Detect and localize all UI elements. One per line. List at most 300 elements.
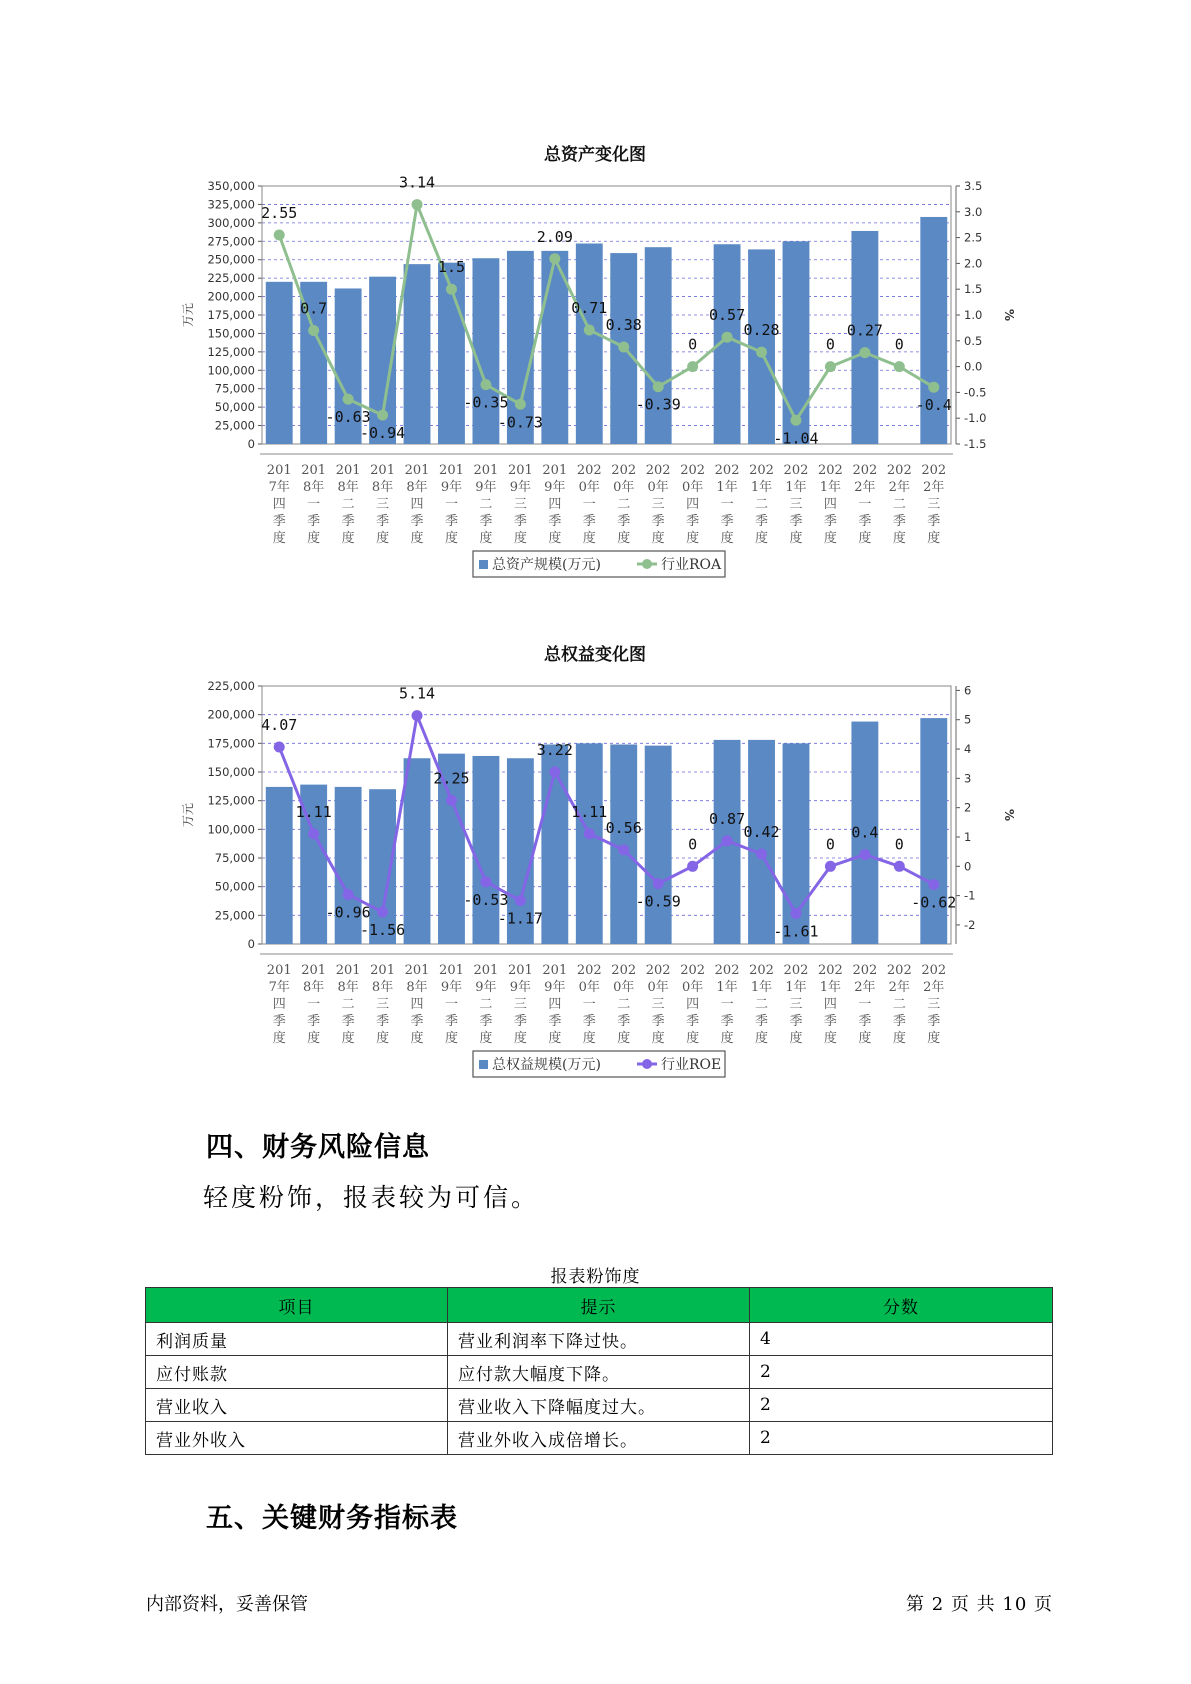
x-tick-label: 季 [892,1014,906,1029]
data-point [584,324,595,335]
footer-confidential-note: 内部资料，妥善保管 [146,1594,308,1615]
x-tick-label: 度 [823,531,837,546]
x-tick-label: 2年 [923,480,945,495]
data-label: 0 [688,835,698,854]
section-heading-key-indicators: 五、关键财务指标表 [206,1503,458,1534]
x-tick-label: 一 [307,497,321,512]
data-point [928,382,939,393]
x-tick-label: 202 [852,463,878,478]
x-tick-label: 季 [582,1014,596,1029]
data-point [446,795,457,806]
data-point [618,844,629,855]
y-tick-label: 225,000 [207,679,255,693]
total-equity-chart [0,630,1191,1100]
x-tick-label: 三 [651,997,665,1012]
table-cell: 4 [750,1323,1053,1356]
x-tick-label: 三 [513,997,527,1012]
data-point [343,394,354,405]
data-label: -0.35 [463,393,509,412]
data-point [308,828,319,839]
x-tick-label: 季 [479,514,493,529]
data-label: 2.25 [433,769,470,788]
x-tick-label: 9年 [440,980,463,995]
x-tick-label: 一 [582,997,596,1012]
data-label: -0.4 [915,396,952,415]
x-tick-label: 202 [886,463,912,478]
data-point [549,766,560,777]
x-tick-label: 二 [617,997,631,1012]
data-label: 0.28 [743,321,780,340]
x-tick-label: 季 [272,1014,286,1029]
y2-axis-label: % [1002,308,1016,322]
data-label: -0.62 [911,893,957,912]
data-label: 0.42 [743,822,780,841]
table-cell: 2 [750,1389,1053,1422]
x-tick-label: 四 [823,497,837,512]
x-tick-label: 8年 [337,980,359,995]
x-tick-label: 三 [927,997,941,1012]
data-label: -1.17 [497,909,543,928]
x-tick-label: 三 [789,497,803,512]
x-tick-label: 季 [686,514,700,529]
x-tick-label: 度 [513,531,527,546]
data-label: 5.14 [398,684,436,703]
x-tick-label: 三 [927,497,941,512]
data-label: 2.09 [536,227,573,246]
data-label: -0.53 [463,890,509,909]
x-tick-label: 一 [307,997,321,1012]
x-tick-label: 202 [852,963,878,978]
x-tick-label: 202 [749,963,774,978]
y-tick-label: 125,000 [207,793,255,808]
x-tick-label: 201 [335,963,361,978]
table-cell: 利润质量 [146,1323,448,1356]
x-tick-label: 201 [473,463,499,478]
x-tick-label: 度 [376,1031,390,1046]
y-tick-label: 225,000 [207,271,255,286]
x-tick-label: 9年 [509,480,532,495]
x-tick-label: 一 [582,497,596,512]
x-tick-label: 季 [548,1014,562,1029]
data-point [377,907,388,918]
data-point [722,332,733,343]
legend-swatch-marker [642,1059,652,1069]
x-tick-label: 度 [686,1031,700,1046]
x-tick-label: 度 [341,531,355,546]
x-tick-label: 2年 [854,980,876,995]
x-tick-label: 季 [376,1014,390,1029]
x-tick-label: 度 [651,531,665,546]
x-tick-label: 度 [548,531,562,546]
y2-tick-label: 6 [964,683,972,698]
data-point [274,741,285,752]
data-point [549,253,560,264]
x-tick-label: 201 [507,963,533,978]
x-tick-label: 1年 [819,480,842,495]
data-point [308,325,319,336]
x-tick-label: 0年 [578,980,600,995]
chart-title: 总权益变化图 [544,645,646,665]
data-label: 3.14 [398,173,436,192]
data-point [515,399,526,410]
column-header: 分数 [750,1288,1053,1323]
y-tick-label: 75,000 [214,381,255,396]
x-tick-label: 季 [720,1014,734,1029]
data-point [618,341,629,352]
data-label: 2.55 [261,204,298,223]
x-tick-label: 202 [783,463,809,478]
chart-title: 总资产变化图 [544,145,646,165]
x-tick-label: 季 [617,1014,631,1029]
data-label: -1.04 [773,429,819,448]
x-tick-label: 二 [755,497,769,512]
x-tick-label: 度 [858,1031,872,1046]
y2-tick-label: 0.0 [964,359,983,374]
data-label: 1.5 [437,258,466,277]
x-tick-label: 202 [576,463,602,478]
table-header-row [146,1288,1053,1323]
x-tick-label: 季 [341,514,355,529]
x-tick-label: 度 [341,1031,355,1046]
legend-swatch-bar [479,560,488,569]
x-tick-label: 度 [892,1031,906,1046]
x-tick-label: 0年 [681,480,704,495]
legend-label: 总资产规模(万元) [492,557,601,573]
table-row [146,1422,1053,1455]
x-tick-label: 202 [611,463,637,478]
table-row [146,1356,1053,1389]
x-tick-label: 季 [892,514,906,529]
x-tick-label: 度 [720,1031,734,1046]
x-tick-label: 度 [617,1031,631,1046]
x-tick-label: 一 [858,997,872,1012]
data-label: -1.56 [359,921,406,940]
data-point [894,361,905,372]
y-tick-label: 50,000 [214,879,255,894]
data-point [480,379,491,390]
x-tick-label: 7年 [268,480,290,495]
x-tick-label: 度 [548,1031,562,1046]
legend-swatch-marker [642,559,652,569]
data-point [446,284,457,295]
data-point [584,828,595,839]
x-tick-label: 201 [266,463,292,478]
data-label: -1.61 [773,922,819,941]
total-equity-chart-svg [0,630,1191,1100]
y2-axis-label: % [1002,808,1016,822]
y2-tick-label: -1 [964,888,976,903]
x-tick-label: 季 [927,514,941,529]
x-tick-label: 1年 [716,980,738,995]
x-tick-label: 201 [266,963,292,978]
x-tick-label: 四 [272,497,286,512]
x-tick-label: 0年 [613,980,635,995]
x-tick-label: 1年 [750,480,773,495]
x-tick-label: 二 [892,497,906,512]
x-tick-label: 度 [927,531,941,546]
x-tick-label: 201 [370,963,395,978]
y-tick-label: 75,000 [214,851,255,865]
data-label: -0.59 [635,892,681,911]
y2-tick-label: 2.0 [964,256,983,271]
x-tick-label: 季 [686,1014,700,1029]
table-cell: 营业外收入 [146,1422,448,1455]
y2-tick-label: 3.5 [964,179,983,193]
x-tick-label: 度 [892,531,906,546]
x-tick-label: 8年 [371,480,394,495]
y-tick-label: 325,000 [207,197,255,212]
x-tick-label: 季 [548,514,562,529]
x-tick-label: 二 [892,997,906,1012]
y2-tick-label: 0 [964,859,972,874]
y-tick-label: 200,000 [207,289,255,304]
y2-tick-label: -2 [964,917,976,932]
x-tick-label: 202 [611,963,637,978]
x-tick-label: 202 [645,463,671,478]
table-row [146,1323,1053,1356]
data-point [756,347,767,358]
x-tick-label: 度 [479,531,493,546]
column-header: 提示 [448,1288,750,1323]
x-tick-label: 度 [720,531,734,546]
x-tick-label: 度 [376,531,390,546]
x-tick-label: 三 [376,997,390,1012]
legend-label: 总权益规模(万元) [492,1057,601,1073]
legend-label: 行业ROE [661,1057,722,1073]
x-tick-label: 度 [789,1031,803,1046]
table-cell: 应付账款 [146,1356,448,1389]
data-label: 4.07 [261,715,298,734]
table-cell: 2 [750,1356,1053,1389]
y2-tick-label: -1.0 [964,411,987,426]
bar [472,756,499,944]
window-dressing-table [145,1287,1053,1455]
x-tick-label: 季 [651,514,665,529]
x-tick-label: 1年 [785,480,807,495]
y-tick-label: 350,000 [207,179,255,193]
x-tick-label: 7年 [268,980,290,995]
data-label: 3.22 [536,740,573,759]
section-heading-financial-risk: 四、财务风险信息 [206,1132,430,1163]
bar [266,787,293,944]
x-tick-label: 二 [341,997,355,1012]
x-tick-label: 201 [404,963,430,978]
x-tick-label: 季 [307,1014,321,1029]
data-point [377,410,388,421]
table-cell: 营业收入下降幅度过大。 [448,1389,750,1422]
x-tick-label: 一 [720,997,734,1012]
x-tick-label: 一 [720,497,734,512]
x-tick-label: 201 [335,463,361,478]
x-tick-label: 8年 [406,480,428,495]
y2-tick-label: -0.5 [964,385,987,400]
x-tick-label: 季 [858,1014,872,1029]
data-point [480,876,491,887]
data-label: -0.39 [635,395,681,414]
y-tick-label: 175,000 [207,736,255,751]
x-tick-label: 202 [680,463,706,478]
x-tick-label: 季 [651,1014,665,1029]
x-tick-label: 202 [680,963,706,978]
x-tick-label: 8年 [303,480,325,495]
x-tick-label: 201 [542,963,568,978]
table-cell: 应付款大幅度下降。 [448,1356,750,1389]
x-tick-label: 9年 [509,980,532,995]
y2-tick-label: 1 [964,829,972,844]
x-tick-label: 0年 [647,980,669,995]
y2-tick-label: 5 [964,712,972,727]
x-tick-label: 一 [444,997,458,1012]
x-tick-label: 度 [686,531,700,546]
x-tick-label: 度 [755,1031,769,1046]
table-row [146,1389,1053,1422]
data-label: 1.11 [295,802,332,821]
x-tick-label: 季 [341,1014,355,1029]
bar [404,264,431,444]
data-label: 0 [894,835,904,854]
data-label: 0 [894,335,904,354]
x-tick-label: 季 [479,1014,493,1029]
x-tick-label: 201 [404,463,430,478]
x-tick-label: 1年 [716,480,738,495]
data-label: 0.7 [300,299,328,318]
x-tick-label: 季 [444,1014,458,1029]
data-label: -0.63 [325,408,371,427]
data-point [653,381,664,392]
data-label: 0.57 [709,306,746,325]
x-tick-label: 度 [823,1031,837,1046]
x-tick-label: 201 [542,463,568,478]
y2-tick-label: 1.0 [964,308,983,322]
x-tick-label: 二 [479,497,493,512]
x-tick-label: 202 [783,963,809,978]
x-tick-label: 202 [714,463,740,478]
x-tick-label: 度 [651,1031,665,1046]
x-tick-label: 度 [272,531,286,546]
bar [472,258,499,444]
x-tick-label: 季 [858,514,872,529]
x-tick-label: 9年 [475,980,497,995]
y-tick-label: 25,000 [214,418,255,433]
x-tick-label: 季 [376,514,390,529]
x-tick-label: 度 [617,531,631,546]
data-point [859,347,870,358]
y-axis-label: 万元 [181,802,195,828]
x-tick-label: 四 [410,497,424,512]
x-tick-label: 三 [376,497,390,512]
x-tick-label: 2年 [854,480,876,495]
y2-tick-label: 4 [964,742,972,757]
x-tick-label: 202 [645,963,671,978]
x-tick-label: 四 [548,997,562,1012]
data-label: -0.96 [325,903,371,922]
x-tick-label: 度 [755,531,769,546]
x-tick-label: 度 [307,531,321,546]
data-label: 0.27 [846,321,883,340]
x-tick-label: 201 [301,463,327,478]
x-tick-label: 二 [341,497,355,512]
x-tick-label: 0年 [578,480,600,495]
data-point [343,889,354,900]
x-tick-label: 季 [823,1014,837,1029]
x-tick-label: 四 [686,997,700,1012]
x-tick-label: 0年 [613,480,635,495]
x-tick-label: 季 [789,514,803,529]
y-tick-label: 300,000 [207,215,255,230]
x-tick-label: 季 [410,1014,424,1029]
x-tick-label: 202 [749,463,774,478]
y-tick-label: 100,000 [207,822,255,837]
data-point [274,230,285,241]
y2-tick-label: 2 [964,800,972,815]
data-point [653,878,664,889]
data-point [687,861,698,872]
data-label: 0.38 [605,315,642,334]
x-tick-label: 1年 [750,980,773,995]
x-tick-label: 季 [789,1014,803,1029]
risk-summary-text: 轻度粉饰，报表较为可信。 [203,1183,540,1212]
data-label: 0.56 [605,818,642,837]
x-tick-label: 9年 [544,980,566,995]
x-tick-label: 季 [307,514,321,529]
data-point [825,361,836,372]
x-tick-label: 一 [444,497,458,512]
x-tick-label: 201 [507,463,533,478]
x-tick-label: 201 [439,463,464,478]
bar [645,247,672,444]
data-point [825,861,836,872]
x-tick-label: 0年 [647,480,669,495]
x-tick-label: 度 [927,1031,941,1046]
footer-page-number: 第 2 页 共 10 页 [906,1594,1053,1615]
x-tick-label: 季 [513,1014,527,1029]
bar [748,740,775,944]
x-tick-label: 季 [444,514,458,529]
x-tick-label: 四 [410,997,424,1012]
data-label: 1.11 [571,802,608,821]
x-tick-label: 季 [410,514,424,529]
x-tick-label: 季 [582,514,596,529]
bar [404,758,431,944]
x-tick-label: 度 [444,1031,458,1046]
data-point [687,361,698,372]
bar [576,243,603,444]
y-tick-label: 0 [247,937,255,951]
y2-tick-label: 3 [964,771,972,786]
data-label: 0 [688,335,698,354]
x-tick-label: 三 [651,497,665,512]
x-tick-label: 度 [582,531,596,546]
y-tick-label: 0 [247,437,255,451]
y2-tick-label: -1.5 [964,437,987,451]
data-point [722,835,733,846]
legend-label: 行业ROA [661,557,722,573]
y2-tick-label: 0.5 [964,333,983,348]
x-tick-label: 度 [410,1031,424,1046]
bar [645,746,672,944]
x-tick-label: 8年 [303,980,325,995]
x-tick-label: 四 [686,497,700,512]
x-tick-label: 201 [301,963,327,978]
legend-swatch-bar [479,1060,488,1069]
x-tick-label: 四 [272,997,286,1012]
x-tick-label: 202 [818,463,843,478]
x-tick-label: 季 [513,514,527,529]
x-tick-label: 季 [755,1014,769,1029]
x-tick-label: 二 [755,997,769,1012]
data-point [894,861,905,872]
bar [576,743,603,944]
